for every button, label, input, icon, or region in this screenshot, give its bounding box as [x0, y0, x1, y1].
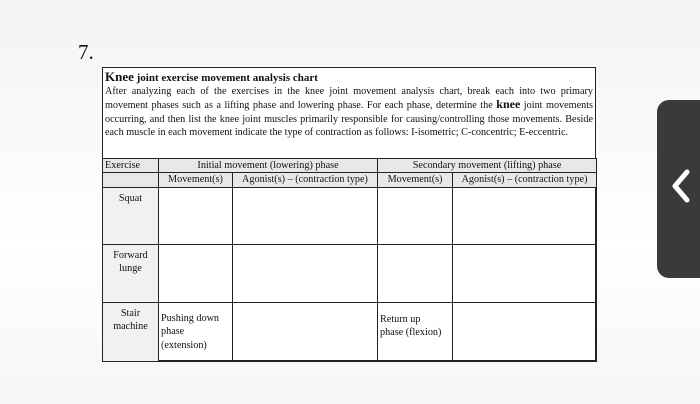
initial-movement-cell[interactable]: Pushing down phase (extension)	[159, 302, 233, 362]
answer-cell[interactable]	[159, 245, 233, 302]
table-row	[103, 245, 597, 302]
header-exercise: Exercise	[103, 159, 159, 173]
answer-cell[interactable]	[453, 302, 597, 362]
chart-title: Knee joint exercise movement analysis chart	[105, 69, 318, 84]
table-row	[103, 187, 597, 244]
instructions: Knee joint exercise movement analysis chart After analyzing each of the exercises in the knee joint movement analysis chart, break each into two primary movement phases such as a lifting phase and lowering phase. For each phase, determine the knee joint movements occurring, and then list the knee joint muscles primarily responsible for causing/controlling those movements. Beside each muscle in each movement indicate the type of contraction as follows: I-isometric; C-concentric; E-eccentric.	[105, 69, 593, 138]
exercise-forward-lunge: Forward lunge	[103, 245, 159, 302]
analysis-sheet	[102, 67, 596, 361]
header-secondary-phase: Secondary movement (lifting) phase	[378, 159, 597, 173]
side-nav-tab[interactable]	[657, 100, 700, 278]
header-blank	[103, 173, 159, 187]
answer-cell[interactable]	[378, 245, 453, 302]
answer-cell[interactable]	[378, 187, 453, 244]
header-initial-movements: Movement(s)	[159, 173, 233, 187]
answer-cell[interactable]	[233, 187, 378, 244]
header-initial-phase: Initial movement (lowering) phase	[159, 159, 378, 173]
answer-cell[interactable]	[453, 187, 597, 244]
movement-analysis-table	[102, 158, 597, 362]
header-secondary-movements: Movement(s)	[378, 173, 453, 187]
secondary-movement-cell[interactable]: Return up phase (flexion)	[378, 302, 453, 362]
header-secondary-agonists: Agonist(s) – (contraction type)	[453, 173, 597, 187]
bold-knee: knee	[496, 97, 521, 112]
header-initial-agonists: Agonist(s) – (contraction type)	[233, 173, 378, 187]
chevron-left-icon	[669, 166, 693, 206]
exercise-stair-machine: Stair machine	[103, 302, 159, 362]
answer-cell[interactable]	[233, 245, 378, 302]
exercise-squat: Squat	[103, 187, 159, 244]
answer-cell[interactable]	[233, 302, 378, 362]
answer-cell[interactable]	[453, 245, 597, 302]
question-number: 7.	[78, 40, 94, 64]
answer-cell[interactable]	[159, 187, 233, 244]
table-row	[103, 302, 597, 362]
